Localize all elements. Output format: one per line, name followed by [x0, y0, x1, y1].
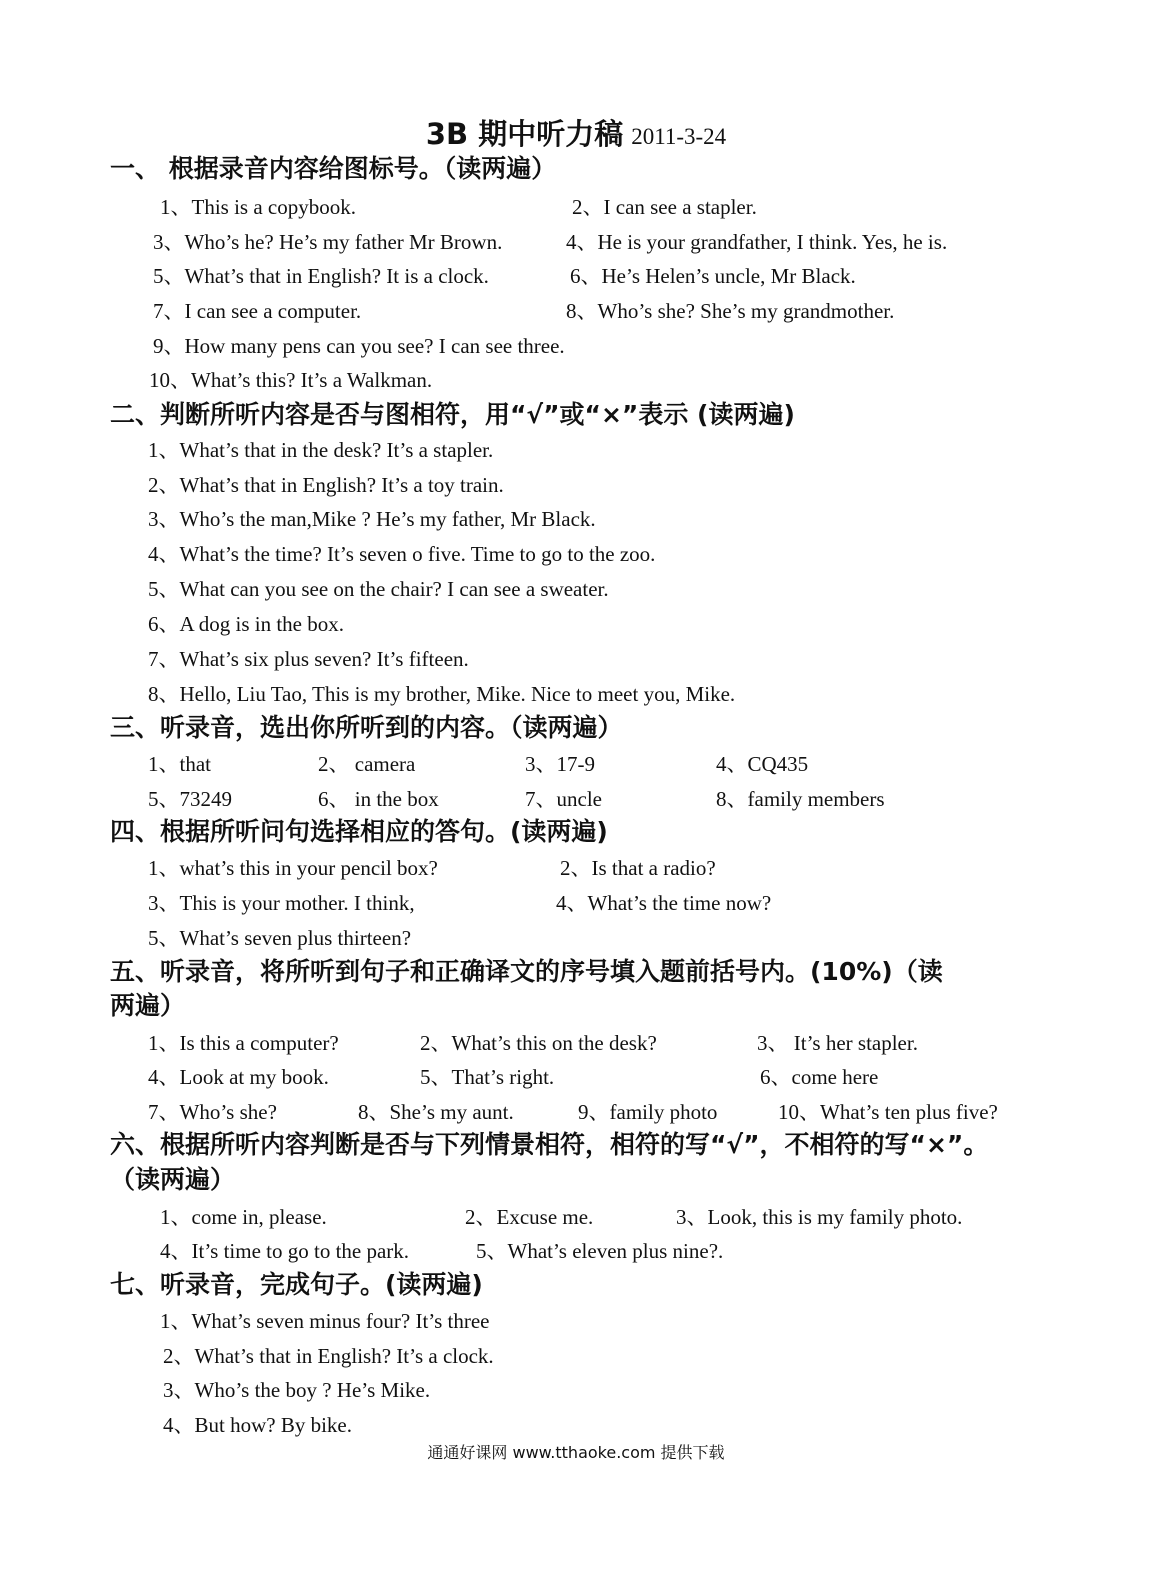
- s2-item: 4、What’s the time? It’s seven o five. Time to go to the zoo.: [148, 542, 656, 566]
- s3-item: 8、family members: [716, 787, 885, 811]
- section-5-heading-cont: 两遍）: [110, 991, 186, 1020]
- s3-item: 5、73249: [148, 787, 232, 811]
- section-1-heading: 一、 根据录音内容给图标号。（读两遍）: [110, 154, 557, 183]
- s1-item: 1、This is a copybook.: [160, 195, 356, 219]
- s5-item: 1、Is this a computer?: [148, 1031, 339, 1055]
- s5-item: 4、Look at my book.: [148, 1065, 329, 1089]
- s2-item: 3、Who’s the man,Mike ? He’s my father, Mr Black.: [148, 507, 596, 531]
- section-4-heading: 四、根据所听问句选择相应的答句。(读两遍): [110, 817, 608, 846]
- s4-item: 1、what’s this in your pencil box?: [148, 856, 438, 880]
- s1-item: 8、Who’s she? She’s my grandmother.: [566, 299, 895, 323]
- s3-item: 4、CQ435: [716, 752, 809, 776]
- s4-item: 2、Is that a radio?: [560, 856, 716, 880]
- section-6-heading-cont: （读两遍）: [110, 1165, 236, 1194]
- s2-item: 8、Hello, Liu Tao, This is my brother, Mike. Nice to meet you, Mike.: [148, 682, 736, 706]
- s1-item: 6、He’s Helen’s uncle, Mr Black.: [570, 264, 856, 288]
- page-footer: 通通好课网 www.tthaoke.com 提供下载: [427, 1443, 725, 1462]
- s6-item: 4、It’s time to go to the park.: [160, 1239, 410, 1263]
- section-7-heading: 七、听录音，完成句子。(读两遍): [110, 1270, 483, 1299]
- s2-item: 2、What’s that in English? It’s a toy train.: [148, 473, 504, 497]
- s5-item: 9、family photo: [578, 1100, 718, 1124]
- s3-item: 3、17-9: [525, 752, 595, 776]
- title-main: 3B 期中听力稿: [425, 117, 624, 151]
- s5-item: 7、Who’s she?: [148, 1100, 277, 1124]
- s4-item: 4、What’s the time now?: [556, 891, 772, 915]
- title-date: 2011-3-24: [631, 124, 727, 149]
- s5-item: 6、come here: [760, 1065, 879, 1089]
- s6-item: 3、Look, this is my family photo.: [676, 1205, 963, 1229]
- s1-item: 4、He is your grandfather, I think. Yes, he is.: [566, 230, 948, 254]
- s3-item: 1、that: [148, 752, 211, 776]
- s7-item: 2、What’s that in English? It’s a clock.: [163, 1344, 494, 1368]
- s7-item: 4、But how? By bike.: [163, 1413, 352, 1437]
- s3-item: 7、uncle: [525, 787, 602, 811]
- s7-item: 1、What’s seven minus four? It’s three: [160, 1309, 490, 1333]
- s5-item: 10、What’s ten plus five?: [778, 1100, 998, 1124]
- section-6-heading: 六、根据所听内容判断是否与下列情景相符，相符的写“√”，不相符的写“×”。: [110, 1130, 989, 1159]
- s1-item: 10、What’s this? It’s a Walkman.: [149, 368, 433, 392]
- section-3-heading: 三、听录音，选出你所听到的内容。（读两遍）: [110, 713, 623, 742]
- s1-item: 2、I can see a stapler.: [572, 195, 757, 219]
- section-2-heading: 二、判断所听内容是否与图相符，用“√”或“×”表示 (读两遍): [110, 400, 795, 429]
- s3-item: 6、 in the box: [318, 787, 439, 811]
- s6-item: 1、come in, please.: [160, 1205, 327, 1229]
- s5-item: 3、 It’s her stapler.: [757, 1031, 918, 1055]
- s1-item: 7、I can see a computer.: [153, 299, 362, 323]
- s5-item: 2、What’s this on the desk?: [420, 1031, 657, 1055]
- s7-item: 3、Who’s the boy ? He’s Mike.: [163, 1378, 431, 1402]
- s5-item: 8、She’s my aunt.: [358, 1100, 514, 1124]
- s6-item: 2、Excuse me.: [465, 1205, 594, 1229]
- s4-item: 3、This is your mother. I think,: [148, 891, 415, 915]
- s1-item: 3、Who’s he? He’s my father Mr Brown.: [153, 230, 503, 254]
- s2-item: 1、What’s that in the desk? It’s a stapler.: [148, 438, 494, 462]
- s2-item: 7、What’s six plus seven? It’s fifteen.: [148, 647, 469, 671]
- page-title: [0, 112, 1152, 153]
- s4-item: 5、What’s seven plus thirteen?: [148, 926, 412, 950]
- section-5-heading: 五、听录音，将所听到句子和正确译文的序号填入题前括号内。(10%)（读: [110, 957, 943, 986]
- s1-item: 9、How many pens can you see? I can see three.: [153, 334, 565, 358]
- s3-item: 2、 camera: [318, 752, 416, 776]
- s2-item: 5、What can you see on the chair? I can see a sweater.: [148, 577, 609, 601]
- s5-item: 5、That’s right.: [420, 1065, 555, 1089]
- s1-item: 5、What’s that in English? It is a clock.: [153, 264, 489, 288]
- s2-item: 6、A dog is in the box.: [148, 612, 345, 636]
- s6-item: 5、What’s eleven plus nine?.: [476, 1239, 724, 1263]
